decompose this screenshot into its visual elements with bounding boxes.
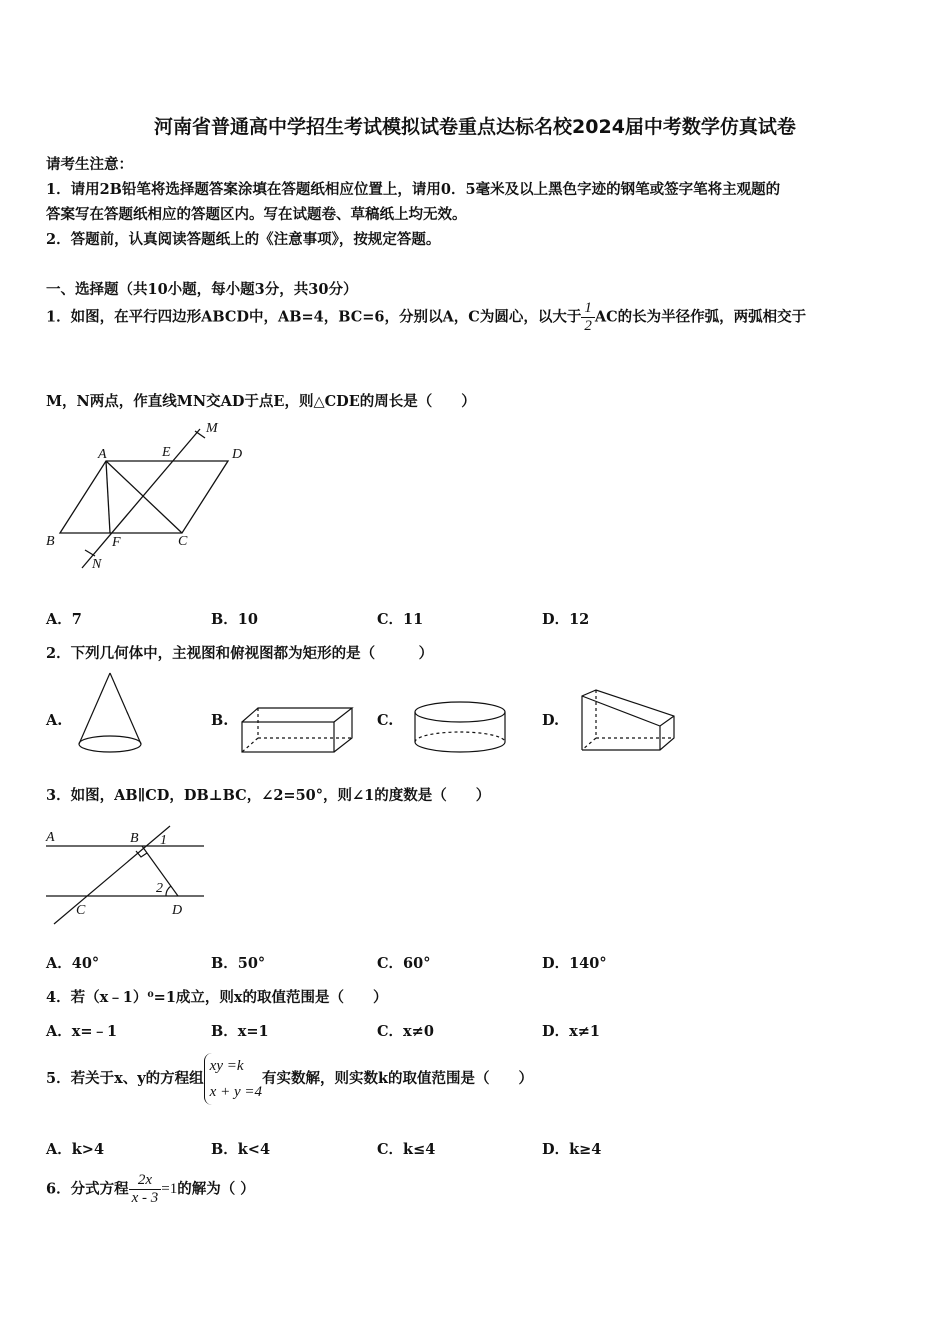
question-5-option-b[interactable]: B．k<4: [211, 1141, 271, 1158]
question-1-option-a[interactable]: A．7: [46, 611, 82, 628]
question-1-option-d[interactable]: D．12: [542, 611, 590, 628]
line-bc: [54, 826, 170, 924]
fraction-numerator: 2x: [129, 1172, 162, 1190]
question-5-option-c[interactable]: C．k≤4: [377, 1141, 436, 1158]
notice-item-1-line-2: 答案写在答题纸相应的答题区内。写在试题卷、草稿纸上均无效。: [46, 206, 467, 223]
cuboid-icon: [238, 700, 360, 760]
question-2-option-c-label[interactable]: C.: [377, 712, 394, 729]
label-angle-1: 1: [160, 833, 167, 848]
question-3-option-a[interactable]: A．40°: [46, 955, 100, 972]
question-6-fraction: [129, 1172, 162, 1207]
page-title: 河南省普通高中学招生考试模拟试卷重点达标名校2024届中考数学仿真试卷: [154, 116, 796, 138]
label-c: C: [76, 903, 86, 918]
question-5-line: [46, 1053, 533, 1105]
notice-heading: 请考生注意：: [46, 156, 133, 173]
question-6-line: [46, 1172, 255, 1207]
notice-item-2: 2．答题前，认真阅读答题纸上的《注意事项》，按规定答题。: [46, 231, 441, 248]
question-2-option-b-label[interactable]: B.: [211, 712, 229, 729]
label-a: A: [46, 830, 55, 845]
question-3-option-c[interactable]: C．60°: [377, 955, 431, 972]
question-2-option-a-label[interactable]: A.: [46, 712, 63, 729]
question-5-option-a[interactable]: A．k>4: [46, 1141, 105, 1158]
parallelogram-figure: [42, 418, 272, 578]
question-3-option-b[interactable]: B．50°: [211, 955, 266, 972]
label-m: M: [206, 421, 218, 436]
label-c: C: [178, 534, 188, 549]
label-angle-2: 2: [156, 881, 163, 896]
question-4-option-b[interactable]: B．x=1: [211, 1023, 269, 1040]
equation-1: xy =k: [209, 1058, 244, 1074]
question-3-option-d[interactable]: D．140°: [542, 955, 607, 972]
angle-2-arc: [166, 886, 171, 896]
question-1-option-b[interactable]: B．10: [211, 611, 258, 628]
diagonal-ac: [106, 461, 182, 533]
notice-item-1-line-1: 1．请用2B铅笔将选择题答案涂填在答题纸相应位置上，请用0．5毫米及以上黑色字迹的钢笔或签字笔将主观题的: [46, 181, 781, 198]
label-d: D: [232, 447, 243, 462]
fraction-denominator: x - 3: [131, 1190, 159, 1206]
label-a: A: [98, 447, 107, 462]
equation-2: x + y =4: [209, 1084, 262, 1100]
question-4-option-c[interactable]: C．x≠0: [377, 1023, 434, 1040]
question-1-line-2: M，N两点，作直线MN交AD于点E，则△CDE的周长是（ ）: [46, 393, 476, 410]
question-4-option-d[interactable]: D．x≠1: [542, 1023, 600, 1040]
fraction-denominator: 2: [584, 318, 592, 334]
label-d: D: [172, 903, 183, 918]
section-heading: 一、选择题（共10小题，每小题3分，共30分）: [46, 281, 358, 298]
label-f: F: [112, 535, 121, 550]
question-6-text-part2: 的解为（ ）: [177, 1180, 255, 1198]
question-4-option-a[interactable]: A．x=﹣1: [46, 1023, 118, 1040]
equation-system: [204, 1053, 262, 1105]
question-1-fraction: [581, 300, 595, 335]
segment-af: [106, 461, 110, 533]
label-b: B: [130, 831, 139, 846]
question-5-text-part2: 有实数解，则实数k的取值范围是（ ）: [261, 1070, 534, 1087]
question-2-text: 2．下列几何体中，主视图和俯视图都为矩形的是（ ）: [46, 645, 434, 662]
question-1-text-part1: 1．如图，在平行四边形ABCD中，AB=4，BC=6，分别以A，C为圆心，以大于: [46, 308, 582, 326]
question-4-text: 4．若（x﹣1）⁰=1成立，则x的取值范围是（ ）: [46, 989, 388, 1006]
question-1-line-1: [46, 300, 806, 335]
label-n: N: [92, 557, 102, 572]
question-1-text-part2: AC的长为半径作弧，两弧相交于: [594, 308, 807, 326]
question-5-option-d[interactable]: D．k≥4: [542, 1141, 602, 1158]
triangular-prism-icon: [576, 686, 680, 758]
label-b: B: [46, 534, 55, 549]
parallel-lines-figure: [42, 822, 212, 930]
arc-mark-n: [85, 550, 95, 556]
question-6-text-part1: 6．分式方程: [46, 1180, 129, 1198]
label-e: E: [162, 445, 171, 460]
question-5-text-part1: 5．若关于x、y的方程组: [46, 1070, 204, 1087]
fraction-numerator: 1: [581, 300, 595, 318]
arc-mark-m: [195, 431, 205, 438]
equation-rhs: =1: [161, 1181, 178, 1197]
question-2-option-d-label[interactable]: D.: [542, 712, 560, 729]
question-3-text: 3．如图，AB∥CD，DB⊥BC，∠2=50°，则∠1的度数是（ ）: [46, 787, 491, 804]
question-1-option-c[interactable]: C．11: [377, 611, 424, 628]
cone-icon: [74, 668, 154, 758]
cylinder-icon: [410, 696, 514, 760]
